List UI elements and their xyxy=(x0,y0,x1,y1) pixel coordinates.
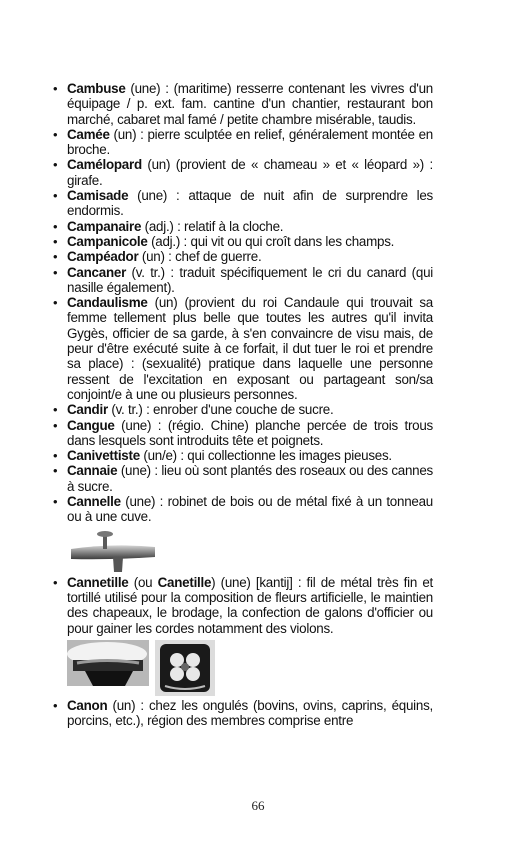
page-number: 66 xyxy=(251,798,265,813)
entry-definition: (v. tr.) : traduit spécifiquement le cri du canard (qui nasille également). xyxy=(67,264,433,295)
entry-cancaner xyxy=(67,265,433,296)
wooden-tap-image xyxy=(67,529,159,573)
entry-candir xyxy=(67,402,433,417)
entry-definition: (un) (provient de « chameau » et « léopard ») : girafe. xyxy=(67,157,433,188)
entry-definition: (ou xyxy=(128,574,158,590)
entry-cannelle xyxy=(67,494,433,573)
entry-term: Campanaire xyxy=(67,218,142,234)
entry-term: Cannaie xyxy=(67,463,118,479)
entry-candaulisme xyxy=(67,295,433,402)
entry-definition: (une) : attaque de nuit afin de surprendre les endormis. xyxy=(67,188,433,219)
entry-term: Campanicole xyxy=(67,233,148,249)
entry-campanaire xyxy=(67,219,433,234)
entry-term: Camisade xyxy=(67,188,129,204)
entry-definition: (un) (provient du roi Candaule qui trouvait sa femme tellement plus belle que toutes les autres qu'il invita Gygès, officier de sa garde, à s'en convaincre de visu mais, de peur d'être exécuté suite à ce forfait, il dut tuer le roi et prendre sa place) : (sexualité) pratique dans laquelle une personne ressent de l'excitation en exposant ou partageant son/sa conjoint/e à une ou plusieurs personnes. xyxy=(67,295,433,402)
entry-term: Canivettiste xyxy=(67,448,140,464)
entry-cannetille xyxy=(67,575,433,696)
entry-definition: (un) : chez les ongulés (bovins, ovins, caprins, équins, porcins, etc.), région des membres comprise entre xyxy=(67,697,433,729)
entry-definition: (une) : robinet de bois ou de métal fixé à un tonneau ou à une cuve. xyxy=(67,494,433,525)
entry-campanicole xyxy=(67,234,433,249)
entry-cannaie xyxy=(67,463,433,494)
embroidered-badge-image xyxy=(155,640,215,696)
entry-term: Campéador xyxy=(67,249,139,265)
entry-term: Cangue xyxy=(67,417,115,433)
entry-camisade xyxy=(67,188,433,219)
entry-camee xyxy=(67,127,433,158)
entry-term: Candaulisme xyxy=(67,295,148,311)
entry-definition: (un/e) : qui collectionne les images pieuses. xyxy=(139,448,392,464)
entry-term: Cannetille xyxy=(67,574,129,590)
entry-cangue xyxy=(67,418,433,449)
entry-definition: (adj.) : relatif à la cloche. xyxy=(141,218,284,234)
entry-canon xyxy=(67,698,433,729)
entry-definition: (adj.) : qui vit ou qui croît dans les champs. xyxy=(147,233,395,249)
entry-definition: (une) : lieu où sont plantés des roseaux ou des cannes à sucre. xyxy=(67,463,433,494)
entry-term-variant: Canetille xyxy=(157,574,212,590)
entry-definition: (un) : chef de guerre. xyxy=(138,249,262,265)
entry-camelopard xyxy=(67,157,433,188)
entry-term: Cannelle xyxy=(67,494,121,510)
entry-cambuse xyxy=(67,81,433,127)
entry-term: Camélopard xyxy=(67,157,142,173)
entry-definition: ) (une) [kantij] : fil de métal très fin et tortillé utilisé pour la composition de fleurs artificielle, le maintien des chapeaux, le brodage, la confection de galons d'officier ou pour gainer les cordes notamment des violons. xyxy=(67,574,433,636)
entry-definition: (un) : pierre sculptée en relief, généralement montée en broche. xyxy=(67,126,433,158)
cannelle-figure xyxy=(67,529,433,573)
entry-term: Candir xyxy=(67,402,108,418)
entry-term: Camée xyxy=(67,126,110,142)
entry-definition: (une) : (régio. Chine) planche percée de trois trous dans lesquels sont introduits tête et poignets. xyxy=(67,417,433,448)
entry-definition: (une) : (maritime) resserre contenant les vivres d'un équipage / p. ext. fam. cantine d'un chantier, restaurant bon marché, cabaret mal famé / petite chambre misérable, taudis. xyxy=(67,81,433,127)
entry-term: Cancaner xyxy=(67,264,127,280)
cannetille-figure xyxy=(67,640,433,696)
glossary-list xyxy=(67,81,433,728)
entry-definition: (v. tr.) : enrober d'une couche de sucre. xyxy=(107,402,334,418)
entry-canivettiste xyxy=(67,448,433,463)
entry-term: Canon xyxy=(67,697,108,713)
entry-term: Cambuse xyxy=(67,81,126,96)
officer-cap-image xyxy=(67,640,149,686)
entry-campeador xyxy=(67,249,433,264)
